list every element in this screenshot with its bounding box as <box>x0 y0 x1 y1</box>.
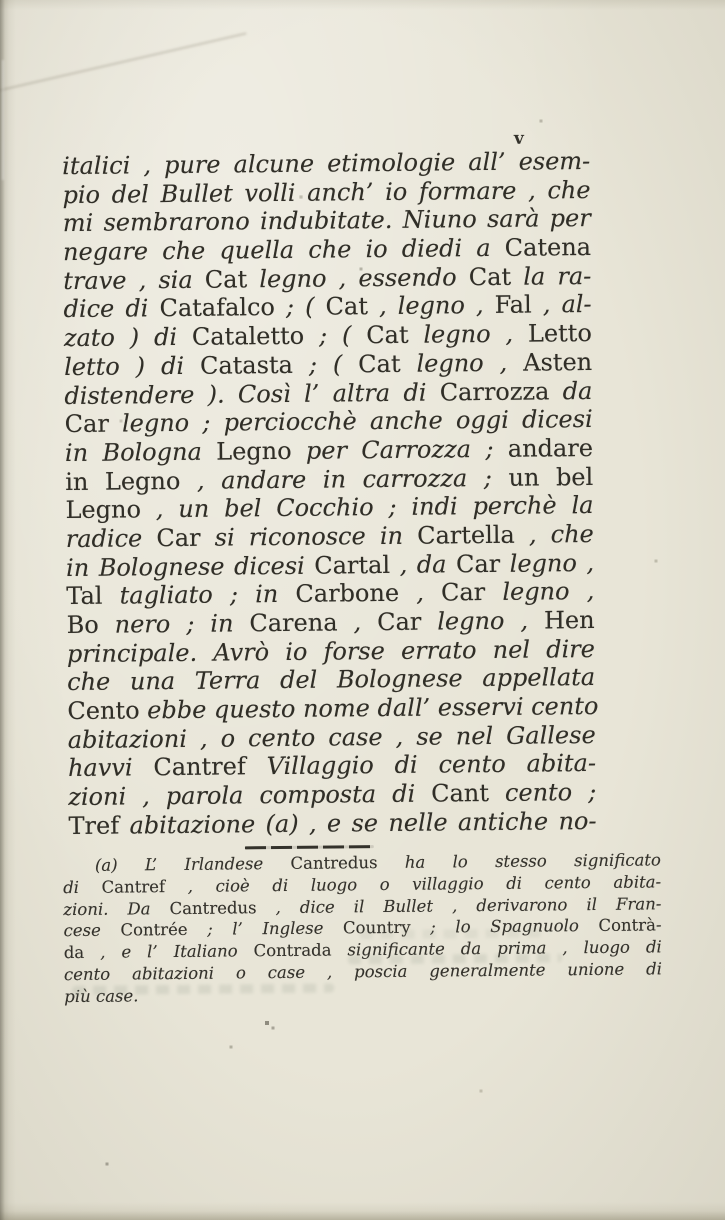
text-segment: tagliato ; in <box>102 580 296 611</box>
text-segment: negare che quella che io diedi a <box>62 233 505 267</box>
text-segment: zioni. Da <box>63 898 170 919</box>
text-segment: Asten <box>523 347 593 377</box>
text-segment: di <box>63 877 102 897</box>
text-segment: Contrada <box>253 940 332 961</box>
text-segment: Cat <box>366 320 409 350</box>
text-segment: più case. <box>64 986 139 1006</box>
text-segment: Legno <box>65 495 142 525</box>
text-segment: ebbe questo nome dall’ esservi cento <box>139 692 599 725</box>
text-segment: Cant <box>431 779 490 808</box>
text-segment: , al- <box>531 290 592 320</box>
text-segment: Cat <box>325 292 369 321</box>
text-segment: ; ( <box>304 321 367 350</box>
text-segment: , cioè di luogo o villaggio di cento abita- <box>164 872 662 896</box>
text-segment: Cartella <box>416 520 515 550</box>
text-segment: Carena <box>249 608 338 638</box>
text-segment: , <box>337 608 378 637</box>
text-segment: abitazioni , o cento case , se nel Gallese <box>67 720 596 754</box>
text-segment: in Legno <box>65 466 181 496</box>
text-segment: ha lo stesso significato <box>377 850 662 873</box>
text-segment: , e l’ Italiano <box>84 941 254 963</box>
text-segment: cento ; <box>488 778 597 808</box>
text-segment: Cantref <box>153 752 246 782</box>
footnote-separator <box>245 845 374 849</box>
text-segment: un bel <box>508 462 594 492</box>
text-segment: , un bel Cocchio ; indi perchè la <box>140 491 594 524</box>
text-segment: Car <box>440 578 486 607</box>
text-segment: Car <box>64 409 109 439</box>
text-segment: mi sembrarono indubitate. Niuno sarà per <box>62 204 591 238</box>
text-segment: dice di <box>63 294 160 324</box>
text-line <box>68 807 596 841</box>
text-segment: , <box>398 578 442 608</box>
text-segment: Cataletto <box>191 321 305 351</box>
text-segment: Carrozza <box>439 376 550 406</box>
footnote-text <box>63 849 662 1007</box>
text-segment: Tal <box>66 582 103 611</box>
text-segment: pio del Bullet volli anch’ io formare , che <box>62 175 591 209</box>
text-segment: cese <box>63 920 121 941</box>
text-segment: Villaggio di cento abita- <box>245 749 597 781</box>
text-segment: , da <box>389 549 457 579</box>
text-segment: Cantredus <box>290 853 378 873</box>
text-segment: abitazione (a) , e se nelle antiche no- <box>119 806 597 840</box>
text-segment: per Carrozza ; <box>291 434 508 465</box>
text-segment: legno , <box>408 319 529 349</box>
text-segment: Cat <box>468 262 512 291</box>
text-segment: Tref <box>68 811 120 840</box>
text-segment: si riconosce in <box>200 521 418 552</box>
text-segment: ; ( <box>274 292 326 322</box>
text-segment: legno , <box>421 606 545 636</box>
text-segment: Cento <box>67 696 140 726</box>
text-segment: Catena <box>504 233 592 262</box>
text-segment: legno , <box>400 348 524 378</box>
text-segment: , andare in carrozza ; <box>180 463 509 495</box>
text-segment: in Bolognese dicesi <box>65 551 315 582</box>
text-segment: , che <box>514 519 594 549</box>
paper-specks <box>0 0 2 2</box>
text-segment: Carbone <box>295 579 400 609</box>
text-segment: distendere ). Così l’ altra di <box>64 377 440 410</box>
text-segment: legno ; perciocchè anche oggi dicesi <box>108 405 593 438</box>
text-segment: Car <box>156 523 201 553</box>
text-segment: italici , pure alcune etimologie all’ esem- <box>62 146 591 181</box>
text-segment: Car <box>377 607 422 637</box>
text-segment: Cat <box>204 265 248 294</box>
text-segment: Catafalco <box>159 293 276 323</box>
text-segment: legno , essendo <box>247 262 469 294</box>
text-segment: legno , <box>485 577 595 607</box>
text-segment: principale. Avrò io forse errato nel dire <box>66 634 596 668</box>
text-segment: zato ) di <box>63 322 193 353</box>
text-segment: ; l’ Inglese <box>187 918 344 940</box>
text-segment: Catasta <box>199 350 294 380</box>
text-segment: Car <box>455 549 501 578</box>
text-segment: , dice il Bullet , derivarono il Fran- <box>256 893 662 917</box>
text-segment: che una Terra del Bolognese appellata <box>67 663 596 697</box>
text-segment: nero ; in <box>98 609 250 639</box>
text-segment: radice <box>65 524 157 553</box>
text-segment: Cantref <box>101 876 166 897</box>
text-segment: (a) L’ Irlandese <box>94 853 291 875</box>
text-segment: Contrà- <box>598 915 662 936</box>
text-segment: Country <box>342 918 411 938</box>
text-segment: significante da prima , luogo di <box>331 937 662 960</box>
text-segment: ; lo Spagnuolo <box>410 916 599 938</box>
text-segment: ; ( <box>292 350 359 379</box>
text-segment: , legno , <box>367 291 495 321</box>
text-segment: Hen <box>543 605 595 635</box>
text-segment: Cartal <box>314 550 391 580</box>
text-segment: Legno <box>216 436 292 466</box>
text-segment: cento abitazioni o case , poscia generalmente unione di <box>63 959 663 985</box>
text-segment: zioni , parola composta di <box>68 779 432 812</box>
text-segment: la ra- <box>511 261 592 291</box>
text-segment: letto ) di <box>64 351 201 381</box>
text-segment: Cat <box>358 349 401 379</box>
text-segment: da <box>63 943 85 963</box>
body-text <box>62 147 597 841</box>
page-number: v <box>513 128 525 149</box>
text-segment: da <box>549 376 593 405</box>
text-segment: havvi <box>67 753 154 783</box>
text-segment: Contrée <box>120 920 188 940</box>
text-segment: Cantredus <box>169 897 257 918</box>
text-segment: in Bologna <box>64 437 217 467</box>
text-segment: legno , <box>500 548 595 578</box>
text-segment: Bo <box>66 610 99 640</box>
text-segment: andare <box>507 433 594 463</box>
text-segment: trave , sia <box>63 265 205 295</box>
text-segment: Letto <box>527 319 592 348</box>
text-segment: Fal <box>494 291 532 320</box>
